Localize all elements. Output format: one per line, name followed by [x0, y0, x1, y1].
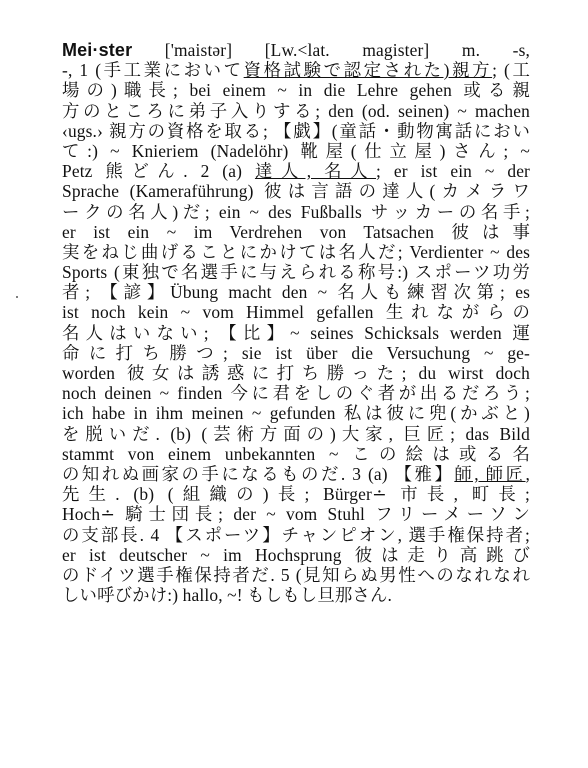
line-text: Petz 熊どん. 2 (a)	[62, 161, 255, 182]
entry-line: 者; 【諺】Übung macht den ~ 名人も練習次第; es	[62, 282, 530, 303]
entry-line: er ist ein ~ im Verdrehen von Tatsachen 彼は事	[62, 221, 530, 242]
underlined-term: 達人, 名人	[254, 161, 377, 182]
entry-line	[62, 60, 530, 80]
underlined-term: 資格試験で認定された)親方	[243, 60, 493, 81]
entry-line	[62, 161, 530, 181]
line-text: -, 1 (手工業において	[62, 60, 244, 81]
line-text: ; er ist ein ~ der	[376, 161, 530, 182]
entry-line: 場の)職長; bei einem ~ in die Lehre gehen 或る親	[62, 80, 530, 101]
entry-line: のドイツ選手権保持者だ. 5 (見知らぬ男性へのなれなれ	[62, 564, 530, 585]
headword: Mei·ster	[62, 40, 133, 60]
entry-line: て:) ~ Knieriem (Nadelöhr) 靴屋(仕立屋)さん; ~	[62, 140, 530, 161]
entry-line: worden 彼女は誘惑に打ち勝った; du wirst doch	[62, 363, 530, 383]
entry-line	[62, 40, 530, 60]
entry-line: 実をねじ曲げることにかけては名人だ; Verdienter ~ des	[62, 241, 530, 262]
entry-line: Hoch∸ 騎士団長; der ~ vom Stuhl フリーメーソン	[62, 504, 530, 525]
line-text: ,	[525, 463, 530, 484]
entry-line: ークの名人)だ; ein ~ des Fußballs サッカーの名手;	[62, 201, 530, 222]
dictionary-entry	[62, 40, 530, 605]
pronunciation-and-etymology: ['maistər] [Lw.<lat. magister] m. -s,	[164, 40, 530, 60]
entry-line: 命に打ち勝つ; sie ist über die Versuchung ~ ge-	[62, 342, 530, 363]
entry-line: Sports (東独で名選手に与えられる称号:) スポーツ功労	[62, 262, 530, 283]
entry-line: ist noch kein ~ vom Himmel gefallen 生れながらの	[62, 302, 530, 323]
line-text: の知れぬ画家の手になるものだ. 3 (a) 【雅】	[62, 463, 455, 484]
entry-line: ich habe in ihm meinen ~ gefunden 私は彼に兜(かぶと)	[62, 403, 530, 424]
entry-line: の支部長. 4 【スポーツ】チャンピオン, 選手権保持者;	[62, 524, 530, 545]
entry-line: 方のところに弟子入りする; den (od. seinen) ~ machen	[62, 100, 530, 121]
entry-line: しい呼びかけ:) hallo, ~! もしもし旦那さん.	[62, 585, 393, 606]
entry-line: 名人はいない; 【比】~ seines Schicksals werden 運	[62, 322, 530, 343]
underlined-term: 師, 師匠	[454, 463, 526, 484]
entry-line	[62, 464, 530, 484]
entry-line: Sprache (Kameraführung) 彼は言語の達人(カメラワ	[62, 181, 530, 202]
entry-line: er ist deutscher ~ im Hochsprung 彼は走り高跳び	[62, 544, 530, 565]
scan-speck	[16, 296, 18, 298]
entry-line: stammt von einem unbekannten ~ この絵は或る名	[62, 443, 530, 464]
entry-line: 先生. (b) (組織の)長; Bürger∸ 市長, 町長;	[62, 484, 530, 505]
line-text: ; (工	[492, 60, 530, 81]
entry-line: を脱いだ. (b) (芸術方面の)大家, 巨匠; das Bild	[62, 423, 530, 444]
entry-line: ‹ugs.› 親方の資格を取る; 【戯】(童話・動物寓話におい	[62, 120, 530, 141]
entry-line: noch deinen ~ finden 今に君をしのぐ者が出るだろう;	[62, 383, 530, 404]
